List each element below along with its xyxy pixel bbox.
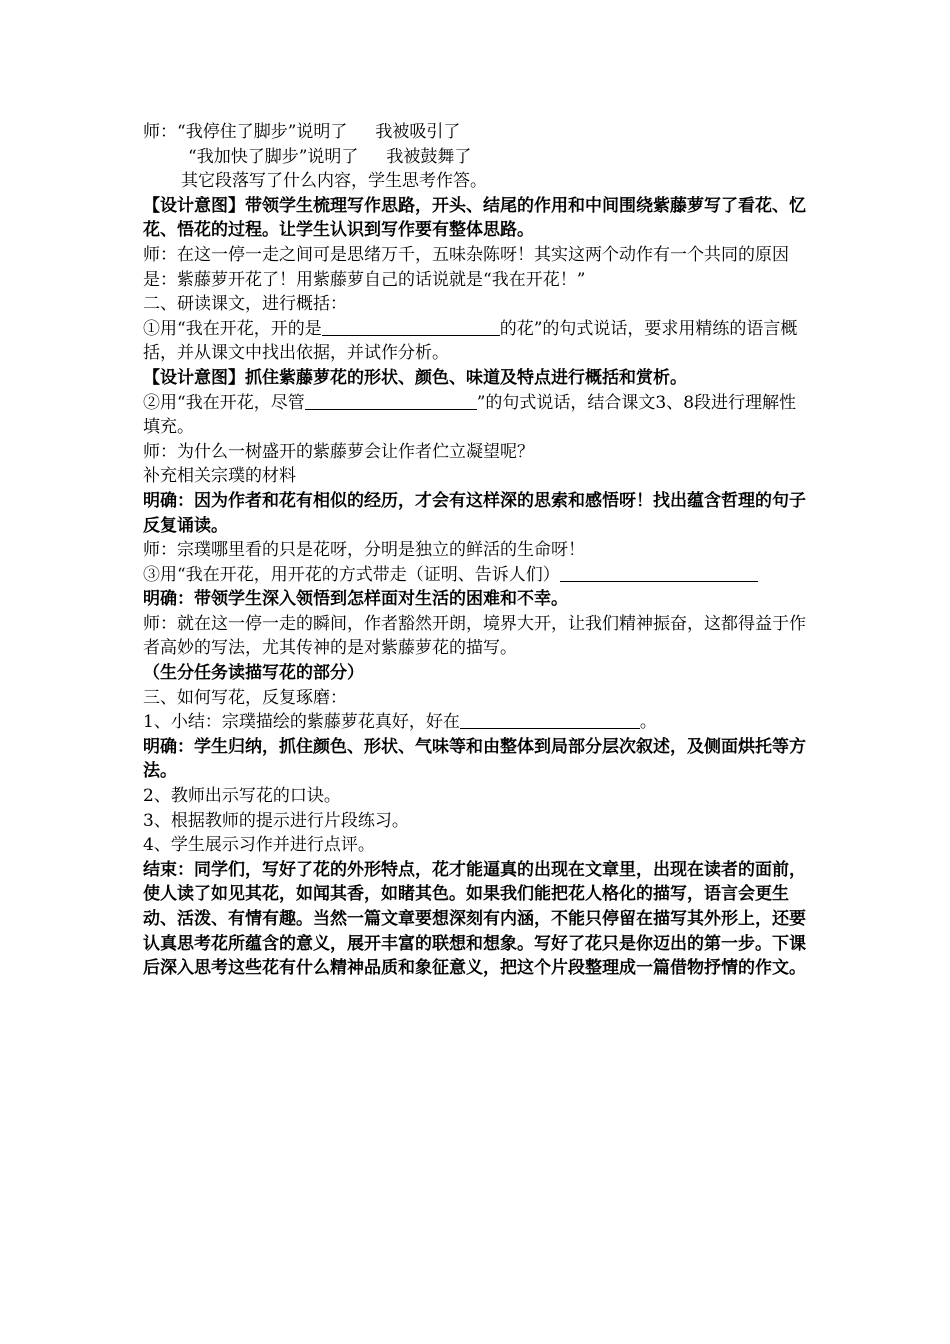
step-3: 3、根据教师的提示进行片段练习。 <box>143 810 409 831</box>
conclusion: 结束：同学们，写好了花的外形特点，花才能逼真的出现在文章里，出现在读者的面前，使人读了如见其花，如闻其香，如睹其色。如果我们能把花人格化的描写，语言会更生动、活泼、有情有趣。当然一篇文章要想深刻有内涵，不能只停留在描写其外形上，还要认真思考花所蕴含的意义，展开丰富的联想和想象。写好了花只是你迈出的第一步。下课后深入思考这些花有什么精神品质和象征意义，把这个片段整理成一篇借物抒情的作文。 <box>143 859 806 979</box>
step-2: 2、教师出示写花的口诀。 <box>143 786 341 807</box>
step-4: 4、学生展示习作并进行点评。 <box>143 835 375 856</box>
clarification-3: 明确：学生归纳，抓住颜色、形状、气味等和由整体到局部分层次叙述，及侧面烘托等方法。 <box>143 736 806 782</box>
exercise-2: ②用“我在开花，尽管 ”的句式说话，结合课文3、8段进行理解性填充。 <box>143 392 797 438</box>
design-intent-2: 【设计意图】抓住紫藤萝花的形状、颜色、味道及特点进行概括和赏析。 <box>143 367 687 388</box>
exercise-1: ①用“我在开花，开的是 的花”的句式说话，要求用精练的语言概括，并从课文中找出依据，并试作分析。 <box>143 318 798 364</box>
summary-item: 1、小结：宗璞描绘的紫藤萝花真好，好在 。 <box>143 712 657 733</box>
clarification-1: 明确：因为作者和花有相似的经历，才会有这样深的思索和感悟呀！找出蕴含哲理的句子反复诵读。 <box>143 490 806 536</box>
fill-blank-1 <box>322 318 500 336</box>
fill-blank-2 <box>305 392 477 410</box>
clarification-2: 明确：带领学生深入领悟到怎样面对生活的困难和不幸。 <box>143 589 568 610</box>
paragraph-other-sections: 其它段落写了什么内容，学生思考作答。 <box>181 171 487 192</box>
reading-task: （生分任务读描写花的部分） <box>143 663 364 684</box>
supplement-note: 补充相关宗璞的材料 <box>143 466 296 487</box>
teacher-remark-3: 师：就在这一停一走的瞬间，作者豁然开朗，境界大开，让我们精神振奋，这都得益于作者高妙的写法，尤其传神的是对紫藤萝花的描写。 <box>143 613 806 659</box>
section-heading-3: 三、如何写花，反复琢磨： <box>143 687 347 708</box>
teacher-remark-2: 师：宗璞哪里看的只是花呀，分明是独立的鲜活的生命呀！ <box>143 540 585 561</box>
teacher-line-2: “我加快了脚步”说明了 我被鼓舞了 <box>188 146 472 167</box>
teacher-line-1: 师：“我停住了脚步”说明了 我被吸引了 <box>143 122 461 142</box>
design-intent-1: 【设计意图】带领学生梳理写作思路，开头、结尾的作用和中间围绕紫藤萝写了看花、忆花、悟花的过程。让学生认识到写作要有整体思路。 <box>143 195 806 241</box>
fill-blank-3 <box>560 564 758 582</box>
exercise-3: ③用“我在开花，用开花的方式带走（证明、告诉人们） <box>143 563 809 588</box>
lesson-text <box>143 120 809 981</box>
fill-blank-4 <box>460 711 640 729</box>
teacher-question: 师：为什么一树盛开的紫藤萝会让作者伫立凝望呢？ <box>143 441 534 462</box>
section-heading-2: 二、研读课文，进行概括： <box>143 294 347 315</box>
teacher-remark-1: 师：在这一停一走之间可是思绪万千，五味杂陈呀！其实这两个动作有一个共同的原因是：紫藤萝开花了！用紫藤萝自己的话说就是“我在开花！” <box>143 244 789 290</box>
